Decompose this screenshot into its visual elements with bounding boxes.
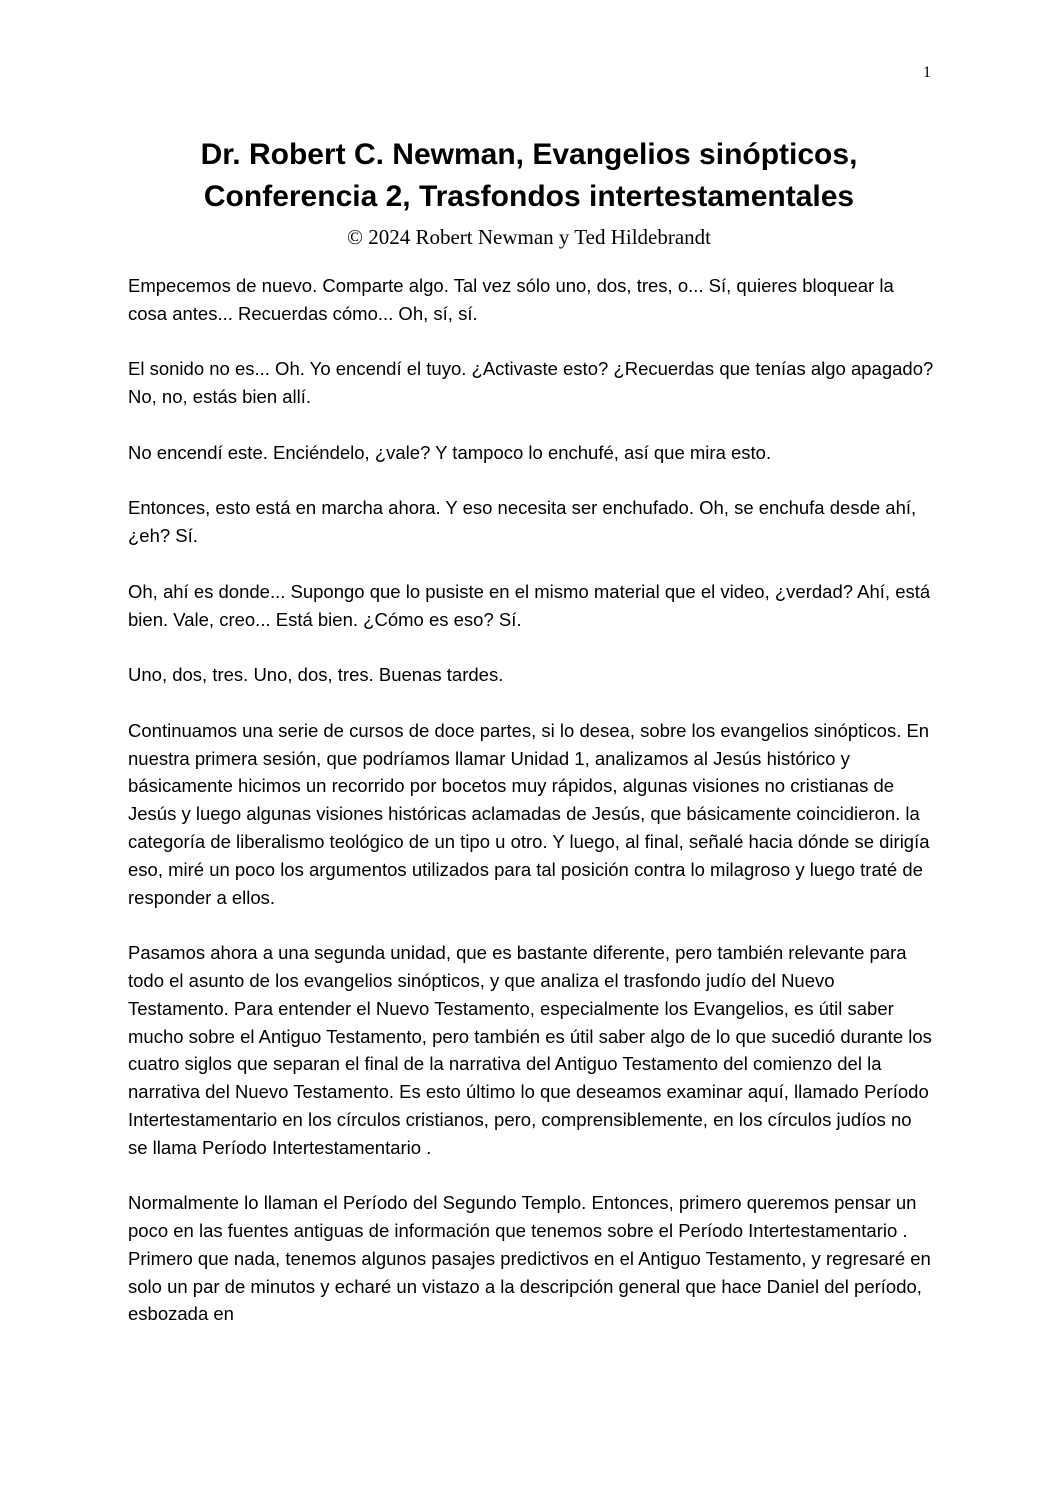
title-line-2: Conferencia 2, Trasfondos intertestamentales: [203, 180, 855, 213]
paragraph: Entonces, esto está en marcha ahora. Y eso necesita ser enchufado. Oh, se enchufa desde ahí, ¿eh? Sí.: [128, 497, 917, 547]
page-title: [0, 134, 1058, 218]
paragraph: El sonido no es... Oh. Yo encendí el tuyo. ¿Activaste esto? ¿Recuerdas que tenías algo apagado? No, no, estás bien allí.: [128, 358, 934, 408]
copyright-notice: © 2024 Robert Newman y Ted Hildebrandt: [346, 225, 712, 249]
page-number: 1: [923, 64, 931, 81]
paragraph: Continuamos una serie de cursos de doce partes, si lo desea, sobre los evangelios sinópticos. En nuestra primera sesión, que podríamos llamar Unidad 1, analizamos al Jesús histórico y básicamente hicimos un recorrido por bocetos muy rápidos, algunas visiones no cristianas de Jesús y luego algunas visiones históricas aclamadas de Jesús, que básicamente coincidieron. la categoría de liberalismo teológico de un tipo u otro. Y luego, al final, señalé hacia dónde se dirigía eso, miré un poco los argumentos utilizados para tal posición contra lo milagroso y luego traté de responder a ellos.: [128, 719, 930, 908]
paragraph: Oh, ahí es donde... Supongo que lo pusiste en el mismo material que el video, ¿verdad? Ahí, está bien. Vale, creo... Está bien. ¿Cómo es eso? Sí.: [128, 580, 931, 630]
paragraph: No encendí este. Enciéndelo, ¿vale? Y tampoco lo enchufé, así que mira esto.: [128, 441, 772, 463]
title-line-1: Dr. Robert C. Newman, Evangelios sinópticos,: [200, 138, 858, 171]
paragraph: Empecemos de nuevo. Comparte algo. Tal vez sólo uno, dos, tres, o... Sí, quieres bloquear la cosa antes... Recuerdas cómo... Oh, sí, sí.: [128, 275, 894, 324]
paragraph: Normalmente lo llaman el Período del Segundo Templo. Entonces, primero queremos pensar un poco en las fuentes antiguas de información que tenemos sobre el Período Intertestamentario . Primero que nada, tenemos algunos pasajes predictivos en el Antiguo Testamento, y regresaré en solo un par de minutos y echaré un vistazo a la descripción general que hace Daniel del período, esbozada en: [128, 1192, 931, 1325]
document-body: [128, 272, 934, 1356]
paragraph: Uno, dos, tres. Uno, dos, tres. Buenas tardes.: [128, 664, 504, 686]
paragraph: Pasamos ahora a una segunda unidad, que es bastante diferente, pero también relevante para todo el asunto de los evangelios sinópticos, y que analiza el trasfondo judío del Nuevo Testamento. Para entender el Nuevo Testamento, especialmente los Evangelios, es útil saber mucho sobre el Antiguo Testamento, pero también es útil saber algo de lo que sucedió durante los cuatro siglos que separan el final de la narrativa del Antiguo Testamento del comienzo del la narrativa del Nuevo Testamento. Es esto último lo que deseamos examinar aquí, llamado Período Intertestamentario en los círculos cristianos, pero, comprensiblemente, en los círculos judíos no se llama Período Intertestamentario .: [128, 942, 932, 1158]
